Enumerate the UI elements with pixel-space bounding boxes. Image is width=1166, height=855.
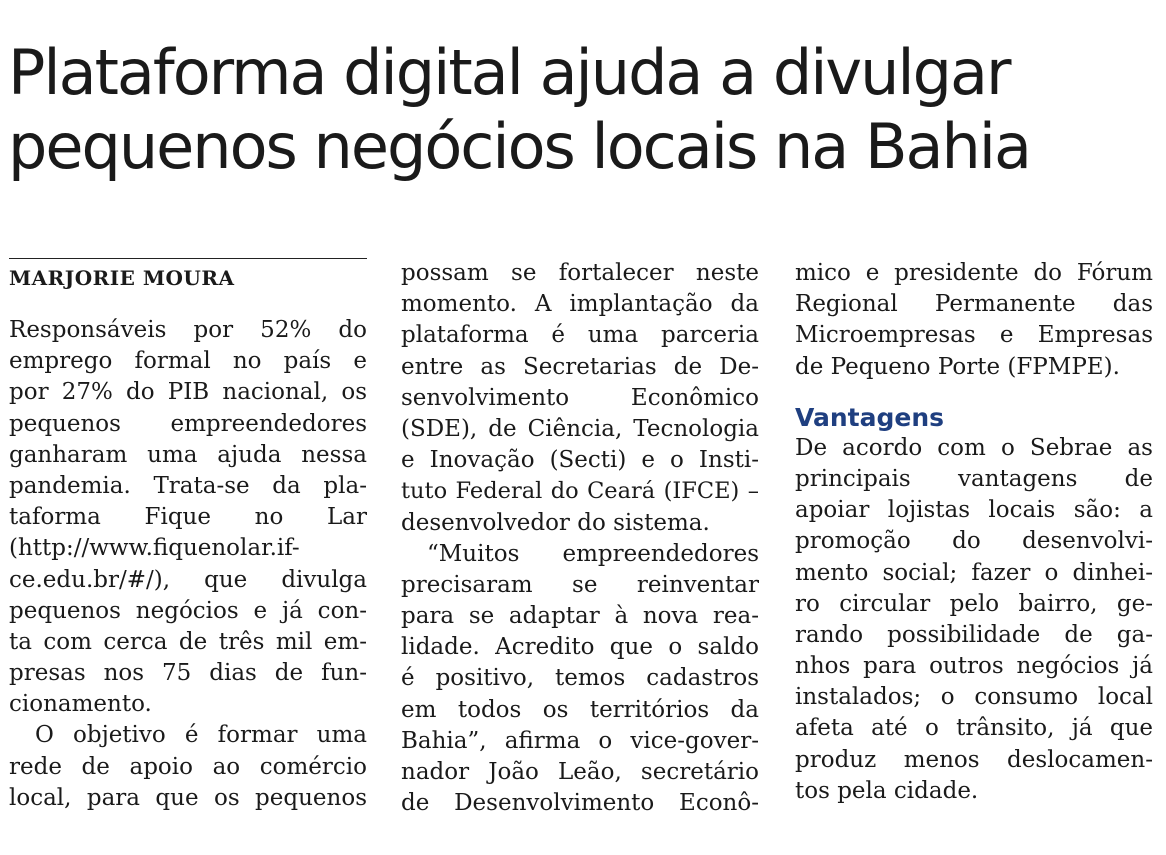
headline-line-2: pequenos negócios locais na Bahia xyxy=(8,110,1031,183)
article-column-2 xyxy=(401,258,759,819)
text-line: mento social; fazer o dinhei- xyxy=(795,559,1153,586)
text-line: rede de apoio ao comércio xyxy=(9,753,367,780)
text-line: produz menos deslocamen- xyxy=(795,746,1153,773)
text-line: pequenos empreendedores xyxy=(9,410,367,437)
text-line: de Desenvolvimento Econô- xyxy=(401,790,759,817)
text-line: pandemia. Trata-se da pla- xyxy=(9,472,367,499)
headline xyxy=(8,36,1158,184)
text-line: precisaram se reinventar xyxy=(401,571,759,598)
text-line: De acordo com o Sebrae as xyxy=(795,434,1153,461)
text-line: (http://www.fiquenolar.if- xyxy=(9,535,300,562)
text-line: afeta até o trânsito, já que xyxy=(795,715,1153,742)
text-line: promoção do desenvolvi- xyxy=(795,528,1153,555)
text-line: plataforma é uma parceria xyxy=(401,322,759,349)
text-line: local, para que os pequenos xyxy=(9,784,367,811)
text-line: (SDE), de Ciência, Tecnologia xyxy=(401,415,759,442)
text-line: momento. A implantação da xyxy=(401,291,759,318)
text-line: ce.edu.br/#/), que divulga xyxy=(9,566,367,593)
text-line: apoiar lojistas locais são: a xyxy=(795,497,1153,524)
byline-rule xyxy=(9,258,367,259)
headline-line-1: Plataforma digital ajuda a divulgar xyxy=(8,36,1010,109)
text-line: cionamento. xyxy=(9,691,152,718)
text-line: “Muitos empreendedores xyxy=(427,540,759,567)
text-line: rando possibilidade de ga- xyxy=(795,621,1153,648)
text-line: nhos para outros negócios já xyxy=(795,653,1153,680)
article-column-1 xyxy=(9,258,367,814)
text-line: ta com cerca de três mil em- xyxy=(9,628,367,655)
text-line: por 27% do PIB nacional, os xyxy=(9,379,367,406)
text-line: O objetivo é formar uma xyxy=(35,722,367,749)
text-line: nador João Leão, secretário xyxy=(401,759,759,785)
text-line: principais vantagens de xyxy=(795,465,1153,492)
text-line: de Pequeno Porte (FPMPE). xyxy=(795,353,1120,380)
text-line: em todos os territórios da xyxy=(401,696,759,723)
paragraph xyxy=(795,258,1153,383)
paragraph xyxy=(401,258,759,539)
text-line: e Inovação (Secti) e o Insti- xyxy=(401,447,759,474)
text-line: ganharam uma ajuda nessa xyxy=(9,441,367,468)
paragraph xyxy=(795,433,1153,807)
text-line: Bahia”, afirma o vice-gover- xyxy=(401,727,759,754)
text-line: Responsáveis por 52% do xyxy=(9,317,367,343)
text-line: presas nos 75 dias de fun- xyxy=(9,660,367,687)
text-line: tos pela cidade. xyxy=(795,777,979,804)
text-line: instalados; o consumo local xyxy=(795,684,1153,711)
text-line: emprego formal no país e xyxy=(9,348,367,375)
text-line: mico e presidente do Fórum xyxy=(795,260,1153,286)
text-line: senvolvimento Econômico xyxy=(401,384,759,411)
article-column-3 xyxy=(795,258,1153,807)
paragraph xyxy=(401,539,759,820)
text-line: taforma Fique no Lar xyxy=(9,504,367,531)
paragraph xyxy=(9,720,367,814)
text-line: para se adaptar à nova rea- xyxy=(401,603,759,630)
paragraph xyxy=(9,315,367,720)
byline: MARJORIE MOURA xyxy=(9,266,235,290)
text-line: desenvolvedor do sistema. xyxy=(401,509,710,536)
text-line: ro circular pelo bairro, ge- xyxy=(795,590,1153,617)
text-line: lidade. Acredito que o saldo xyxy=(401,634,759,661)
text-line: Regional Permanente das xyxy=(795,291,1153,318)
text-line: possam se fortalecer neste xyxy=(401,260,759,286)
text-line: tuto Federal do Ceará (IFCE) – xyxy=(401,478,759,505)
text-line: é positivo, temos cadastros xyxy=(401,665,759,692)
text-line: Microempresas e Empresas xyxy=(795,322,1153,349)
section-subhead: Vantagens xyxy=(795,402,944,432)
text-line: pequenos negócios e já con- xyxy=(9,597,367,624)
text-line: entre as Secretarias de De- xyxy=(401,353,759,380)
